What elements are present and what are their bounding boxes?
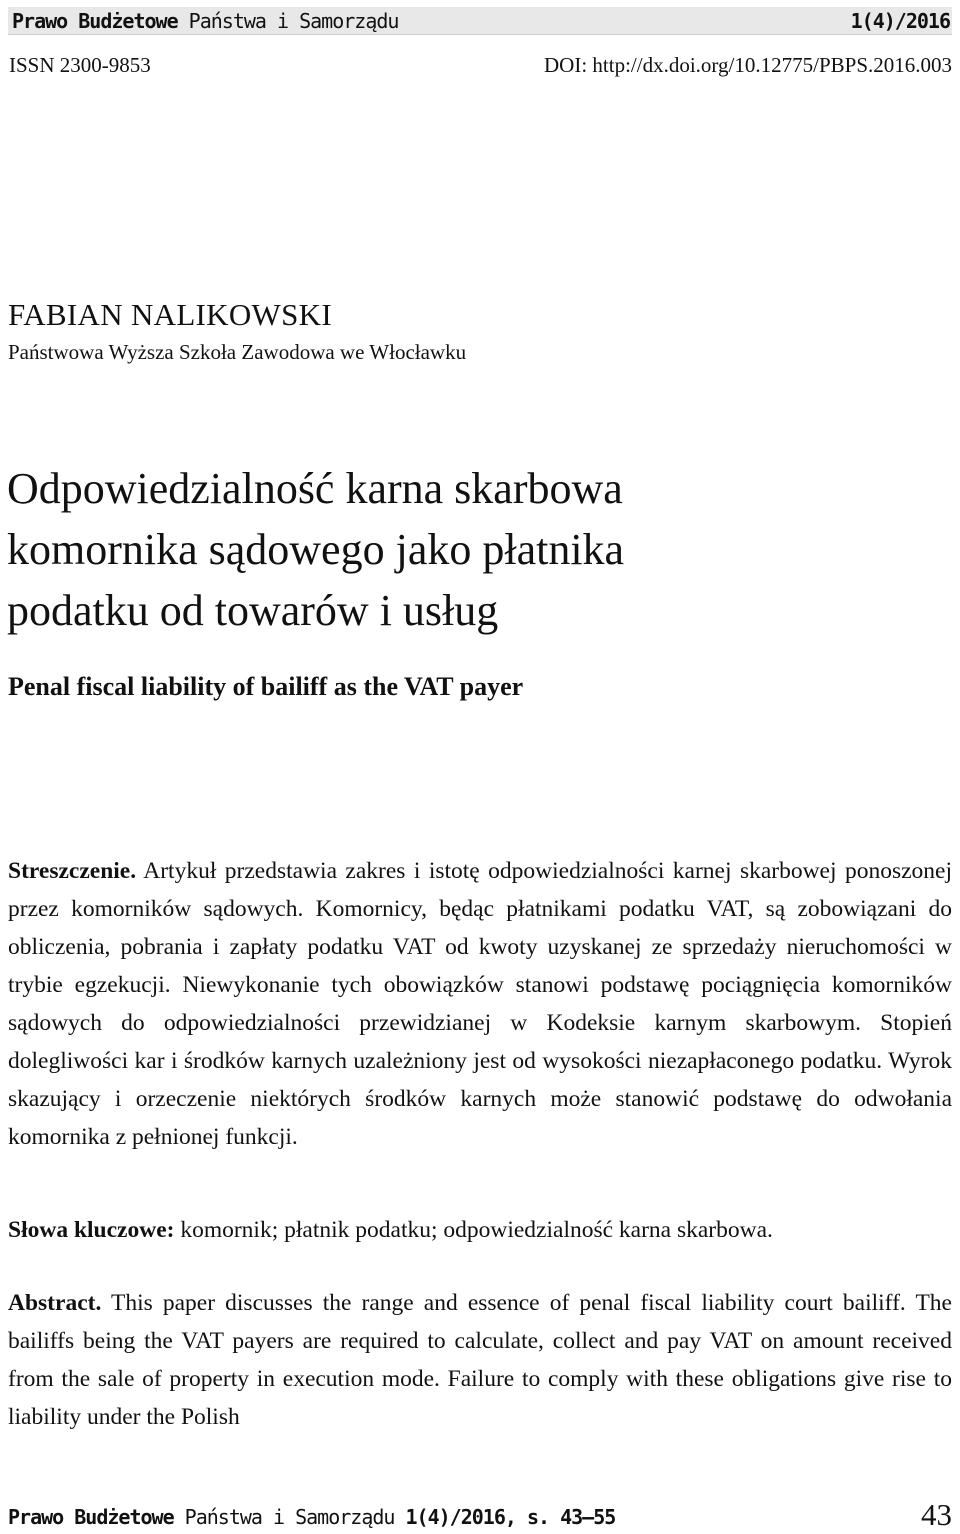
page-number: 43: [921, 1497, 952, 1532]
title-english: Penal fiscal liability of bailiff as the VAT payer: [8, 672, 524, 701]
abstract-english-label: Abstract.: [8, 1290, 102, 1316]
footer-citation: [8, 1506, 615, 1528]
journal-header-bar: [8, 7, 952, 35]
title-polish-line: podatku od towarów i usług: [7, 586, 499, 635]
keywords: [8, 1211, 952, 1249]
header-journal-name: [12, 10, 398, 32]
keywords-text: komornik; płatnik podatku; odpowiedzialność karna skarbowa.: [180, 1217, 773, 1243]
header-journal-name-light: Państwa i Samorządu: [188, 9, 399, 33]
title-polish-line: komornika sądowego jako płatnika: [7, 525, 625, 574]
abstract-polish-text: Artykuł przedstawia zakres i istotę odpowiedzialności karnej skarbowej ponoszonej przez komorników sądowych. Komornicy, będąc płatnikami podatku VAT, są zobowiązani do obliczenia, pobrania i zapłaty podatku VAT od kwoty uzyskanej ze sprzedaży nieruchomości w trybie egzekucji. Niewykonanie tych obowiązków stanowi podstawę pociągnięcia komorników sądowych do odpowiedzialności przewidzianej w Kodeksie karnym skarbowym. Stopień dolegliwości kar i środków karnych uzależniony jest od wysokości niezapłaconego podatku. Wyrok skazujący i orzeczenie niektórych środków karnych może stanowić podstawę do odwołania komornika z pełnionej funkcji.: [8, 858, 952, 1150]
keywords-label: Słowa kluczowe:: [8, 1217, 175, 1243]
doi-link[interactable]: DOI: http://dx.doi.org/10.12775/PBPS.2016.003: [544, 53, 952, 77]
title-polish-line: Odpowiedzialność karna skarbowa: [7, 464, 623, 513]
abstract-english-text: This paper discusses the range and essence of penal fiscal liability court bailiff. The bailiffs being the VAT payers are required to calculate, collect and pay VAT on amount received from the sale of property in execution mode. Failure to comply with these obligations give rise to liability under the Polish: [8, 1290, 952, 1430]
footer-journal-name-light: Państwa i Samorządu: [184, 1505, 395, 1529]
issn: ISSN 2300-9853: [9, 53, 151, 77]
footer-journal-name-bold: Prawo Budżetowe: [8, 1505, 174, 1529]
header-issue-number: 1(4)/2016: [850, 9, 950, 33]
title-polish: [7, 458, 947, 641]
footer-issue-pages: 1(4)/2016, s. 43–55: [405, 1505, 616, 1529]
abstract-polish-label: Streszczenie.: [8, 858, 137, 884]
header-journal-name-bold: Prawo Budżetowe: [12, 9, 178, 33]
author-name: FABIAN NALIKOWSKI: [8, 297, 332, 332]
abstract-polish: [8, 852, 952, 1156]
abstract-english: [8, 1284, 952, 1436]
author-affiliation: Państwowa Wyższa Szkoła Zawodowa we Włocławku: [8, 340, 467, 364]
